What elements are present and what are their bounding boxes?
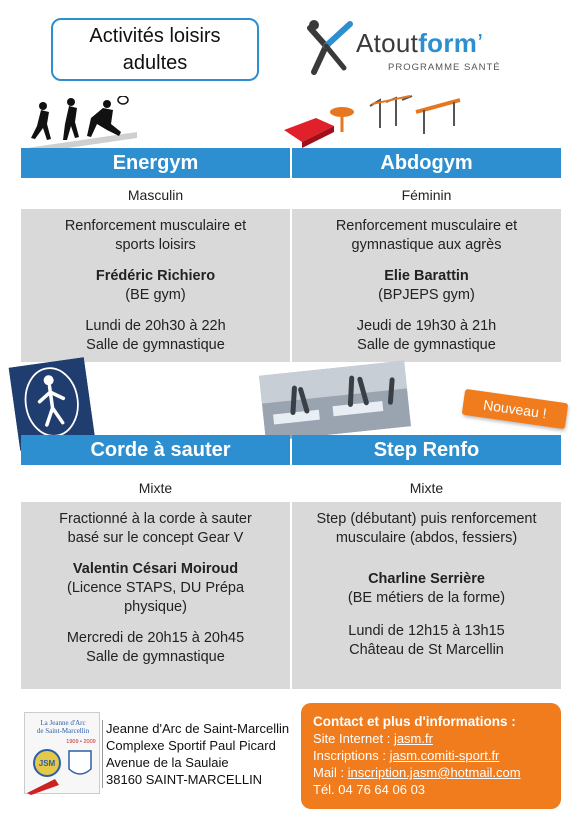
gym-apparatus-image: [284, 94, 464, 150]
logo-tagline: PROGRAMME SANTÉ: [388, 62, 501, 73]
club-crest-icon: [25, 713, 101, 795]
step-renfo-coach: Charline Serrière: [368, 571, 485, 587]
club-name: Jeanne d'Arc de Saint-Marcellin: [106, 721, 290, 736]
energym-header: Energym: [21, 148, 290, 178]
website-link[interactable]: jasm.fr: [393, 731, 433, 746]
club-logo: [24, 712, 100, 794]
club-city: 38160 SAINT-MARCELLIN: [106, 772, 263, 787]
new-badge: Nouveau !: [462, 389, 569, 429]
svg-text:1909 • 2009: 1909 • 2009: [66, 739, 96, 745]
energym-audience: Masculin: [21, 183, 290, 207]
abdogym-header: Abdogym: [292, 148, 561, 178]
contact-website: Site Internet : jasm.fr: [313, 731, 433, 746]
corde-a-sauter-schedule: Mercredi de 20h15 à 20h45 Salle de gymnastique: [66, 630, 245, 665]
energym-credentials: (BE gym): [125, 287, 186, 303]
abdogym-audience: Féminin: [292, 183, 561, 207]
corde-a-sauter-header: Corde à sauter: [21, 435, 290, 465]
abdogym-coach: Elie Barattin: [384, 268, 469, 284]
contact-box: [301, 703, 561, 809]
step-renfo-card: [292, 502, 561, 689]
abdogym-desc: Renforcement musculaire et gymnastique aux agrès: [335, 218, 518, 253]
title-line-1: Activités loisirs: [89, 25, 221, 47]
abdogym-schedule: Jeudi de 19h30 à 21h Salle de gymnastique: [356, 318, 497, 353]
mail-link[interactable]: inscription.jasm@hotmail.com: [347, 765, 521, 780]
corde-a-sauter-desc: Fractionné à la corde à sauter basé sur le concept Gear V: [59, 511, 252, 546]
step-class-image: [259, 361, 411, 442]
svg-text:JSM: JSM: [38, 759, 56, 768]
title-line-2: adultes: [122, 52, 188, 74]
svg-text:de Saint-Marcellin: de Saint-Marcellin: [36, 727, 90, 735]
club-street: Avenue de la Saulaie: [106, 755, 229, 770]
energym-coach: Frédéric Richiero: [95, 268, 216, 284]
corde-a-sauter-credentials: (Licence STAPS, DU Prépa physique): [66, 580, 245, 615]
logo-wordmark: Atoutform’: [356, 28, 484, 58]
abdogym-credentials: (BPJEPS gym): [378, 287, 475, 303]
corde-a-sauter-coach: Valentin Césari Moiroud: [72, 561, 239, 577]
sports-silhouettes-image: [27, 96, 137, 148]
corde-a-sauter-audience: Mixte: [21, 476, 290, 500]
flyer-title: [51, 18, 259, 81]
abdogym-card: [292, 209, 561, 362]
step-renfo-credentials: (BE métiers de la forme): [347, 590, 506, 606]
energym-schedule: Lundi de 20h30 à 22h Salle de gymnastique: [85, 318, 226, 353]
energym-card: [21, 209, 290, 362]
contact-inscriptions: Inscriptions : jasm.comiti-sport.fr: [313, 748, 500, 763]
svg-text:La Jeanne d'Arc: La Jeanne d'Arc: [40, 719, 86, 727]
inscriptions-link[interactable]: jasm.comiti-sport.fr: [389, 748, 500, 763]
contact-mail: Mail : inscription.jasm@hotmail.com: [313, 765, 521, 780]
atoutform-figure-icon: [304, 18, 356, 76]
club-address: [102, 720, 289, 788]
energym-desc: Renforcement musculaire et sports loisirs: [64, 218, 247, 253]
step-renfo-header: Step Renfo: [292, 435, 561, 465]
step-renfo-schedule: Lundi de 12h15 à 13h15 Château de St Marcellin: [348, 623, 505, 658]
corde-a-sauter-card: [21, 502, 290, 689]
club-complex: Complexe Sportif Paul Picard: [106, 738, 276, 753]
contact-phone: Tél. 04 76 64 06 03: [313, 782, 426, 797]
step-renfo-desc: Step (débutant) puis renforcement musculaire (abdos, fessiers): [316, 511, 537, 546]
atoutform-logo: [304, 18, 524, 80]
step-renfo-audience: Mixte: [292, 476, 561, 500]
contact-heading: Contact et plus d'informations :: [313, 714, 516, 729]
